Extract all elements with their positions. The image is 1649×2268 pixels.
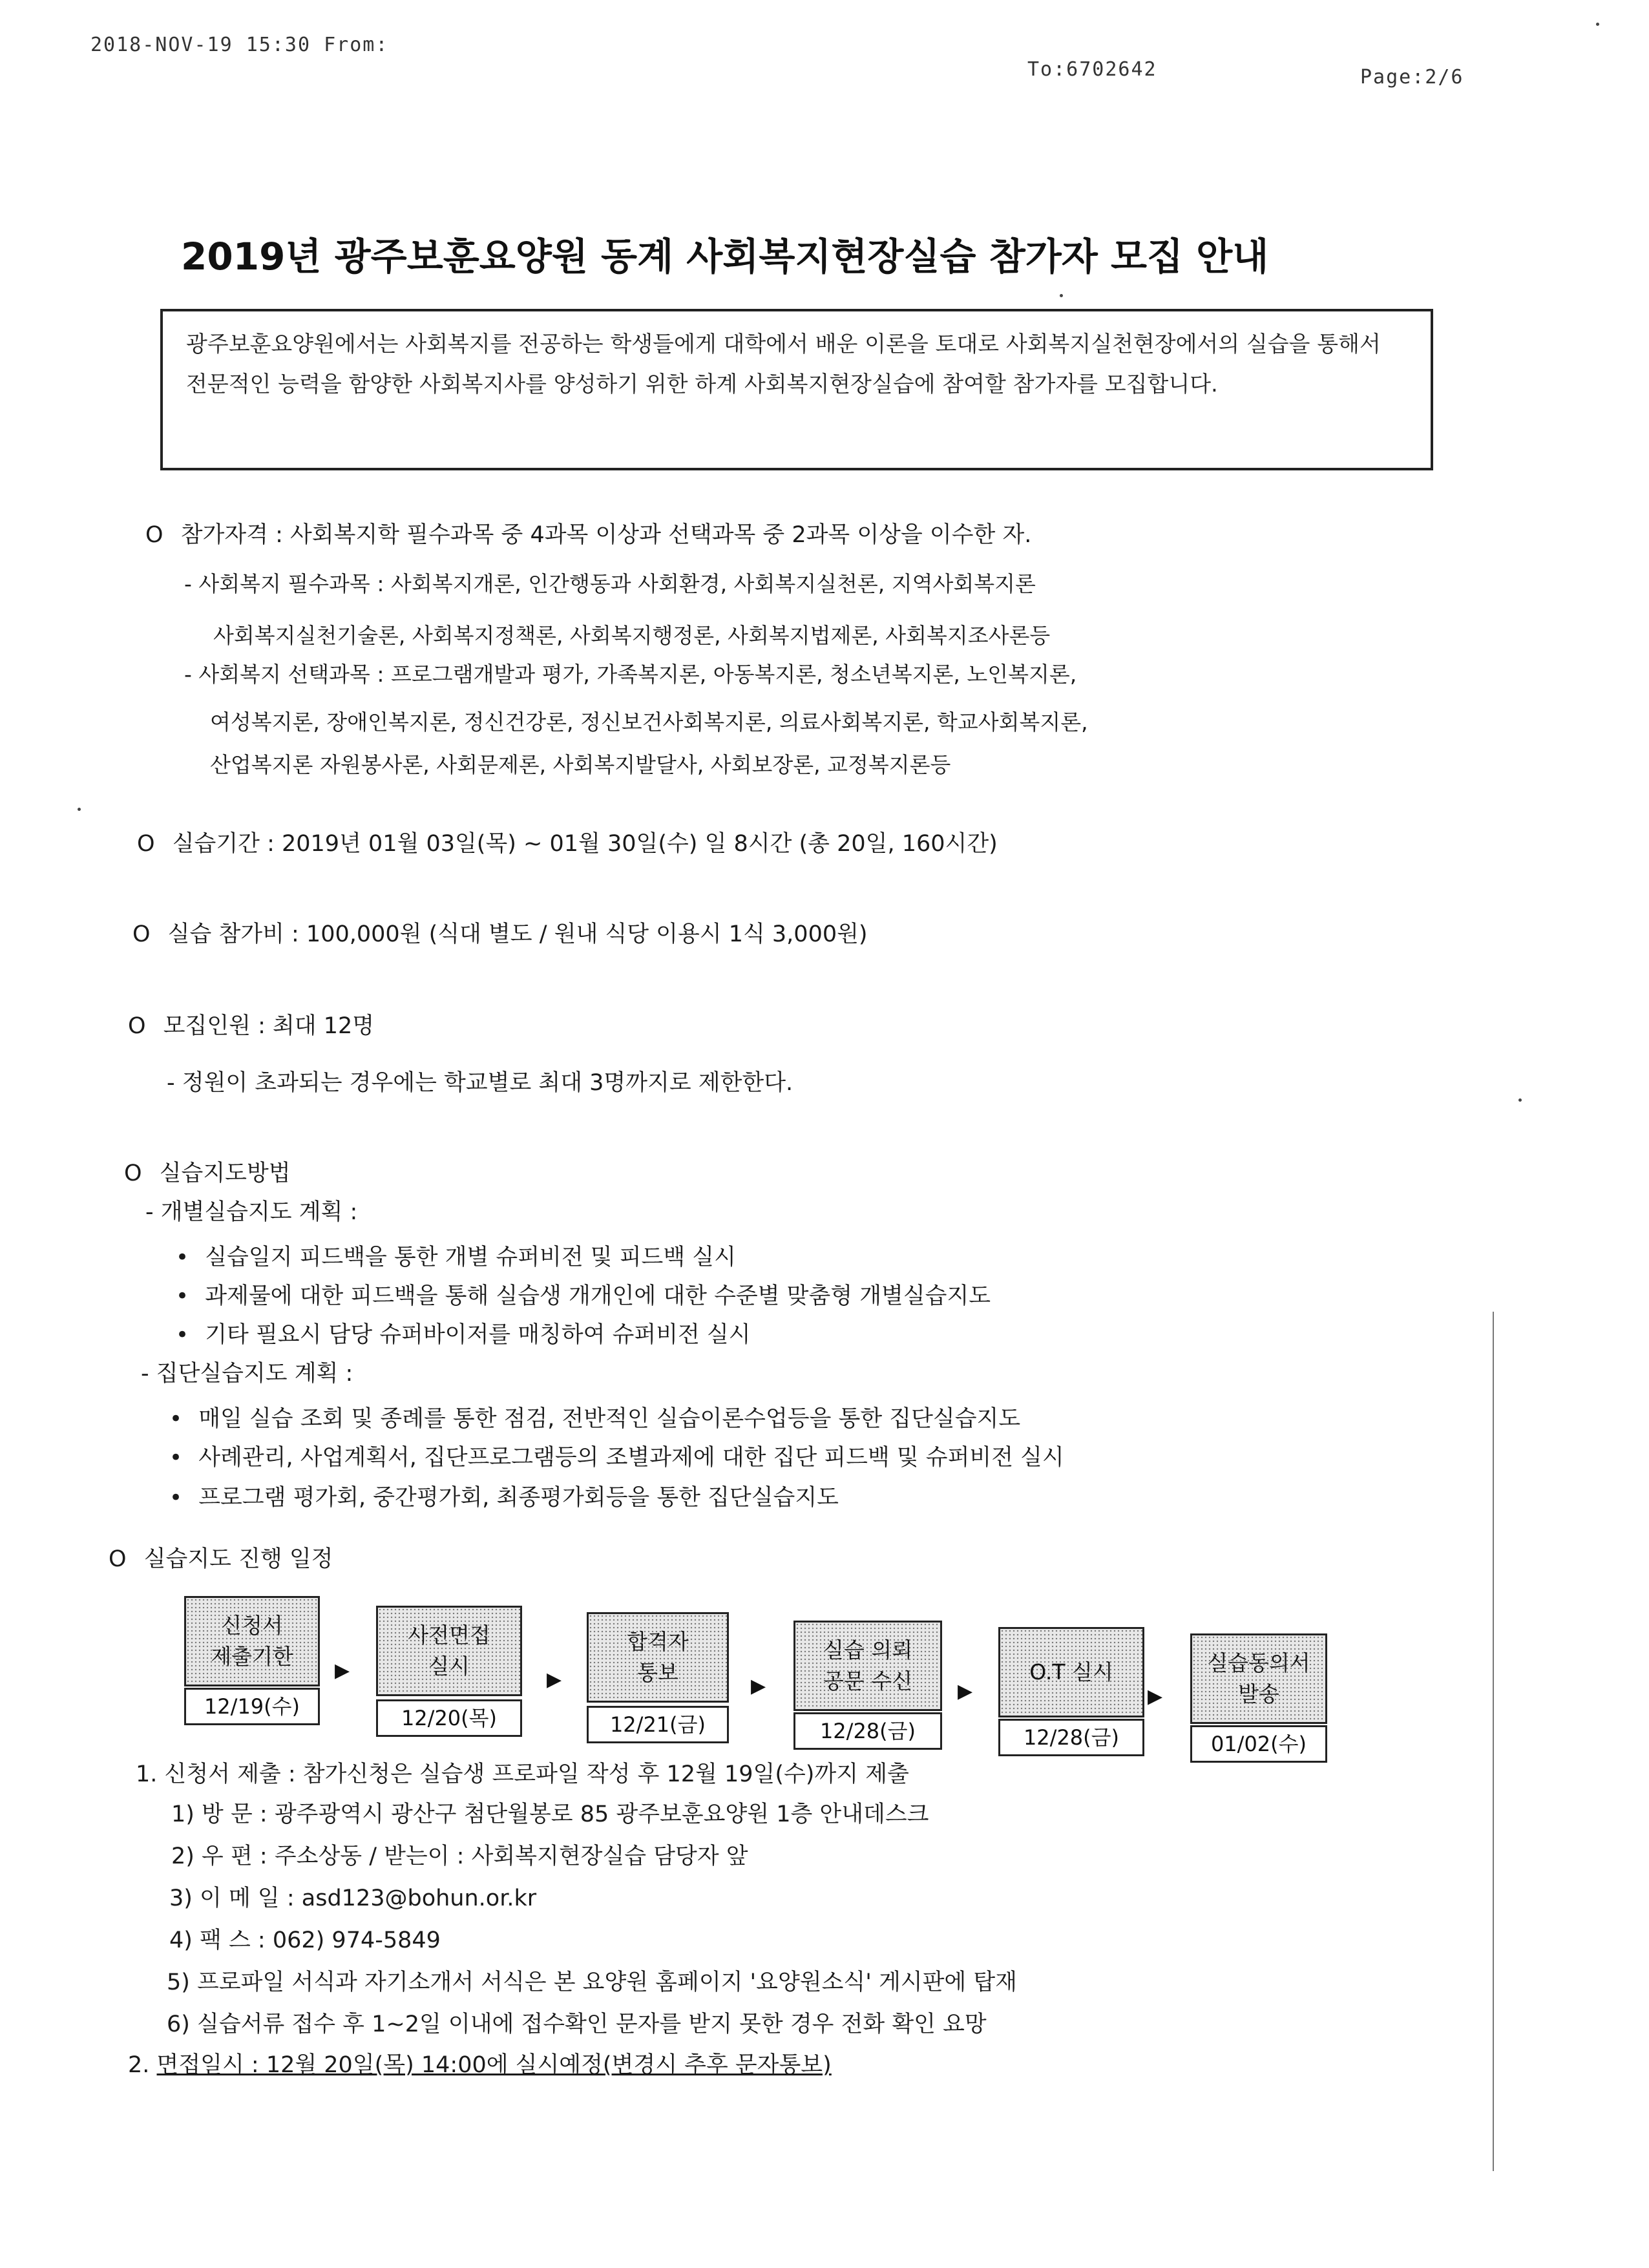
application-mail: 2) 우 편 : 주소상동 / 받는이 : 사회복지현장실습 담당자 앞 (171, 1843, 748, 1869)
step-label: 실시 (428, 1654, 470, 1679)
schedule-heading-line (109, 1541, 333, 1573)
circle-bullet-icon: O (145, 522, 163, 548)
group-item (169, 1480, 839, 1512)
application-item-1: 1. 신청서 제출 : 참가신청은 실습생 프로파일 작성 후 12월 19일(수)까지 제출 (136, 1761, 909, 1787)
application-email: 3) 이 메 일 : asd123@bohun.or.kr (169, 1885, 537, 1911)
recruit-note: - 정원이 초과되는 경우에는 학교별로 최대 3명까지로 제한한다. (167, 1070, 793, 1096)
scan-speck (1060, 294, 1063, 297)
schedule-step-box (587, 1612, 729, 1703)
schedule-step-date: 12/20(목) (376, 1699, 522, 1737)
schedule-heading: 실습지도 진행 일정 (143, 1546, 333, 1572)
bullet-icon: • (176, 1283, 189, 1309)
schedule-step-date: 12/21(금) (587, 1706, 729, 1743)
individual-item-text: 과제물에 대한 피드백을 통해 실습생 개개인에 대한 수준별 맞춤형 개별실습지도 (205, 1283, 991, 1309)
group-heading: - 집단실습지도 계획 : (141, 1361, 353, 1387)
application-confirm: 6) 실습서류 접수 후 1~2일 이내에 접수확인 문자를 받지 못한 경우 전화 확인 요망 (167, 2011, 987, 2037)
eligibility-text: 참가자격 : 사회복지학 필수과목 중 4과목 이상과 선택과목 중 2과목 이상을 이수한 자. (180, 522, 1032, 548)
circle-bullet-icon: O (132, 921, 151, 947)
schedule-step-box (793, 1621, 942, 1711)
scan-edge-line (1493, 1312, 1494, 2171)
arrow-right-icon: ▶ (335, 1659, 350, 1682)
circle-bullet-icon: O (124, 1160, 142, 1186)
group-item (169, 1440, 1064, 1472)
recruit-text: 모집인원 : 최대 12명 (163, 1013, 375, 1039)
period-line (137, 826, 998, 858)
elective-courses-1: - 사회복지 선택과목 : 프로그램개발과 평가, 가족복지론, 아동복지론, 청소년복지론, 노인복지론, (184, 662, 1077, 687)
step-label: 통보 (637, 1660, 678, 1685)
intro-text: 광주보훈요양원에서는 사회복지를 전공하는 학생들에게 대학에서 배운 이론을 토대로 사회복지실천현장에서의 실습을 통해서 전문적인 능력을 함양한 사회복지사를 양성하기 위한 하계 사회복지현장실습에 참여할 참가자를 모집합니다. (186, 331, 1381, 397)
individual-item (176, 1239, 736, 1272)
arrow-right-icon: ▶ (1148, 1685, 1163, 1708)
step-label: 사전면접 (408, 1622, 490, 1648)
group-item-text: 사례관리, 사업계획서, 집단프로그램등의 조별과제에 대한 집단 피드백 및 슈퍼비전 실시 (198, 1445, 1064, 1471)
interview-line (128, 2047, 832, 2079)
individual-item-text: 기타 필요시 담당 슈퍼바이저를 매칭하여 슈퍼비전 실시 (205, 1322, 751, 1348)
circle-bullet-icon: O (137, 831, 155, 857)
schedule-step-box (376, 1606, 522, 1696)
circle-bullet-icon: O (128, 1013, 146, 1039)
elective-courses-3: 산업복지론 자원봉사론, 사회문제론, 사회복지발달사, 사회보장론, 교정복지론등 (210, 752, 951, 777)
eligibility-line (145, 517, 1031, 549)
schedule-step-date: 12/28(금) (998, 1719, 1144, 1756)
period-text: 실습기간 : 2019년 01월 03일(목) ~ 01월 30일(수) 일 8시간 (총 20일, 160시간) (172, 831, 998, 857)
step-label: 공문 수신 (823, 1668, 912, 1694)
required-courses-2: 사회복지실천기술론, 사회복지정책론, 사회복지행정론, 사회복지법제론, 사회복지조사론등 (213, 623, 1051, 648)
schedule-step-box (184, 1596, 320, 1686)
application-fax: 4) 팩 스 : 062) 974-5849 (169, 1927, 441, 1953)
schedule-step-date: 12/19(수) (184, 1688, 320, 1725)
fee-line (132, 916, 868, 949)
application-visit: 1) 방 문 : 광주광역시 광산구 첨단월봉로 85 광주보훈요양원 1층 안내데스크 (171, 1801, 929, 1827)
bullet-icon: • (169, 1445, 183, 1471)
step-label: 제출기한 (211, 1644, 293, 1669)
interview-number: 2. (128, 2052, 157, 2078)
document-title: 2019년 광주보훈요양원 동계 사회복지현장실습 참가자 모집 안내 (181, 235, 1269, 278)
bullet-icon: • (176, 1322, 189, 1348)
arrow-right-icon: ▶ (547, 1668, 562, 1691)
step-label: 실습동의서 (1207, 1650, 1310, 1675)
fee-text: 실습 참가비 : 100,000원 (식대 별도 / 원내 식당 이용시 1식 3,000원) (167, 921, 868, 947)
fax-recipient: To:6702642 (1027, 58, 1157, 81)
schedule-step-date: 01/02(수) (1190, 1725, 1327, 1763)
method-heading-line (124, 1155, 291, 1188)
interview-text: 면접일시 : 12월 20일(목) 14:00에 실시예정(변경시 추후 문자통보) (156, 2052, 832, 2078)
schedule-step-box (998, 1627, 1144, 1717)
step-label: 실습 의뢰 (823, 1637, 912, 1663)
individual-item (176, 1317, 751, 1349)
individual-item (176, 1278, 991, 1310)
scan-speck (1596, 23, 1599, 26)
scan-speck (1518, 1098, 1522, 1102)
group-item (169, 1401, 1020, 1433)
step-label: O.T 실시 (1029, 1659, 1113, 1685)
individual-item-text: 실습일지 피드백을 통한 개별 슈퍼비전 및 피드백 실시 (205, 1244, 736, 1270)
individual-heading: - 개별실습지도 계획 : (145, 1199, 358, 1225)
group-item-text: 매일 실습 조회 및 종례를 통한 점검, 전반적인 실습이론수업등을 통한 집단실습지도 (198, 1406, 1021, 1432)
bullet-icon: • (169, 1406, 183, 1432)
schedule-step-box (1190, 1633, 1327, 1724)
step-label: 발송 (1238, 1681, 1279, 1706)
intro-box (160, 309, 1433, 470)
circle-bullet-icon: O (109, 1546, 127, 1572)
step-label: 신청서 (221, 1613, 283, 1638)
group-item-text: 프로그램 평가회, 중간평가회, 최종평가회등을 통한 집단실습지도 (198, 1485, 839, 1511)
method-heading: 실습지도방법 (159, 1160, 291, 1186)
fax-datetime: 2018-NOV-19 15:30 From: (90, 34, 389, 56)
required-courses-1: - 사회복지 필수과목 : 사회복지개론, 인간행동과 사회환경, 사회복지실천론, 지역사회복지론 (184, 571, 1036, 596)
arrow-right-icon: ▶ (751, 1675, 766, 1697)
scan-speck (78, 808, 81, 811)
recruit-line (128, 1008, 374, 1040)
step-label: 합격자 (627, 1629, 689, 1654)
fax-page-number: Page:2/6 (1360, 66, 1464, 89)
bullet-icon: • (176, 1244, 189, 1270)
application-forms: 5) 프로파일 서식과 자기소개서 서식은 본 요양원 홈페이지 '요양원소식' 게시판에 탑재 (167, 1969, 1017, 1995)
elective-courses-2: 여성복지론, 장애인복지론, 정신건강론, 정신보건사회복지론, 의료사회복지론, 학교사회복지론, (210, 709, 1088, 735)
bullet-icon: • (169, 1485, 183, 1511)
schedule-step-date: 12/28(금) (793, 1712, 942, 1750)
arrow-right-icon: ▶ (958, 1680, 973, 1703)
